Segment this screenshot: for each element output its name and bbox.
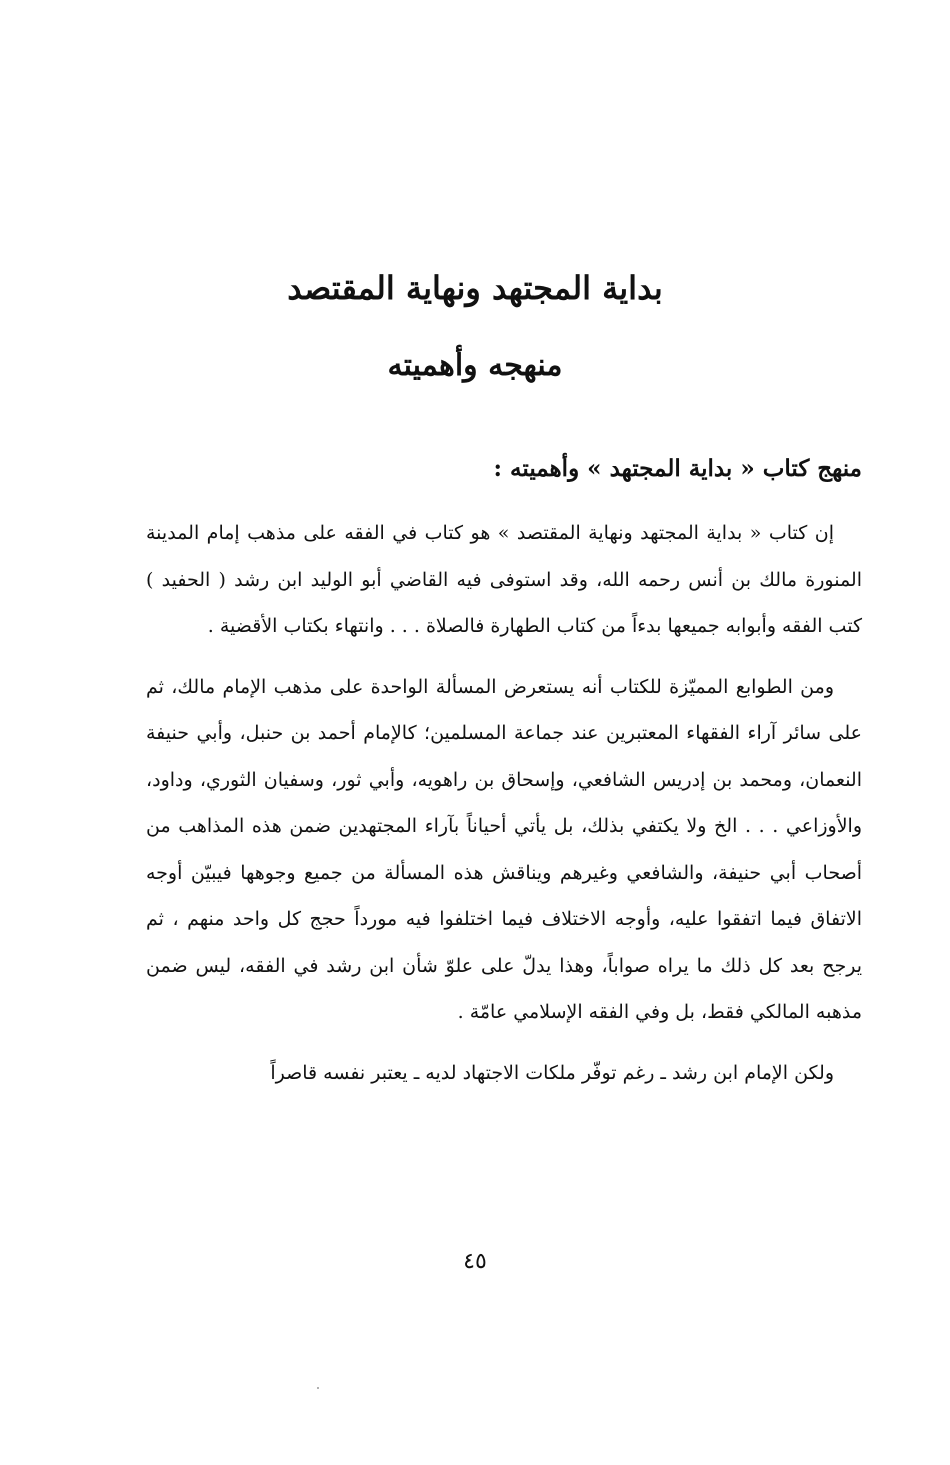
body-text — [146, 510, 862, 1110]
scan-speck — [317, 1387, 319, 1389]
section-heading: منهج كتاب « بداية المجتهد » وأهميته : — [493, 455, 862, 482]
paragraph-continuation: ولكن الإمام ابن رشد ـ رغم توفّر ملكات الاجتهاد لديه ـ يعتبر نفسه قاصراً — [270, 1061, 834, 1084]
paragraph-features: ومن الطوابع المميّزة للكتاب أنه يستعرض المسألة الواحدة على مذهب الإمام مالك، ثم على سائر آراء الفقهاء المعتبرين عند جماعة المسلمين؛ كالإمام أحمد بن حنبل، وأبي حنيفة النعمان، ومحمد بن إدريس الشافعي، وإسحاق بن راهويه، وأبي ثور، وسفيان الثوري، وداود، والأوزاعي . . . الخ ولا يكتفي بذلك، بل يأتي أحياناً بآراء المجتهدين ضمن هذه المذاهب من أصحاب أبي حنيفة، والشافعي وغيرهم ويناقش هذه المسألة من جميع وجوهها فيبيّن أوجه الاتفاق فيما اتفقوا عليه، وأوجه الاختلاف فيما اختلفوا فيه مورداً حجج كل واحد منهم ، ثم يرجح بعد كل ذلك ما يراه صواباً، وهذا يدلّ على علوّ شأن ابن رشد في الفقه، ليس ضمن مذهبه المالكي فقط، بل وفي الفقه الإسلامي عامّة . — [146, 675, 862, 1023]
page-number: ٤٥ — [463, 1249, 487, 1274]
page-subtitle: منهجه وأهميته — [387, 348, 563, 383]
paragraph-intro: إن كتاب « بداية المجتهد ونهاية المقتصد » هو كتاب في الفقه على مذهب إمام المدينة المنورة مالك بن أنس رحمه الله، وقد استوفى فيه القاضي أبو الوليد ابن رشد ( الحفيد ) كتب الفقه وأبوابه جميعها بدءاً من كتاب الطهارة فالصلاة . . . وانتهاء بكتاب الأقضية . — [146, 522, 862, 637]
page-title: بداية المجتهد ونهاية المقتصد — [287, 269, 663, 307]
